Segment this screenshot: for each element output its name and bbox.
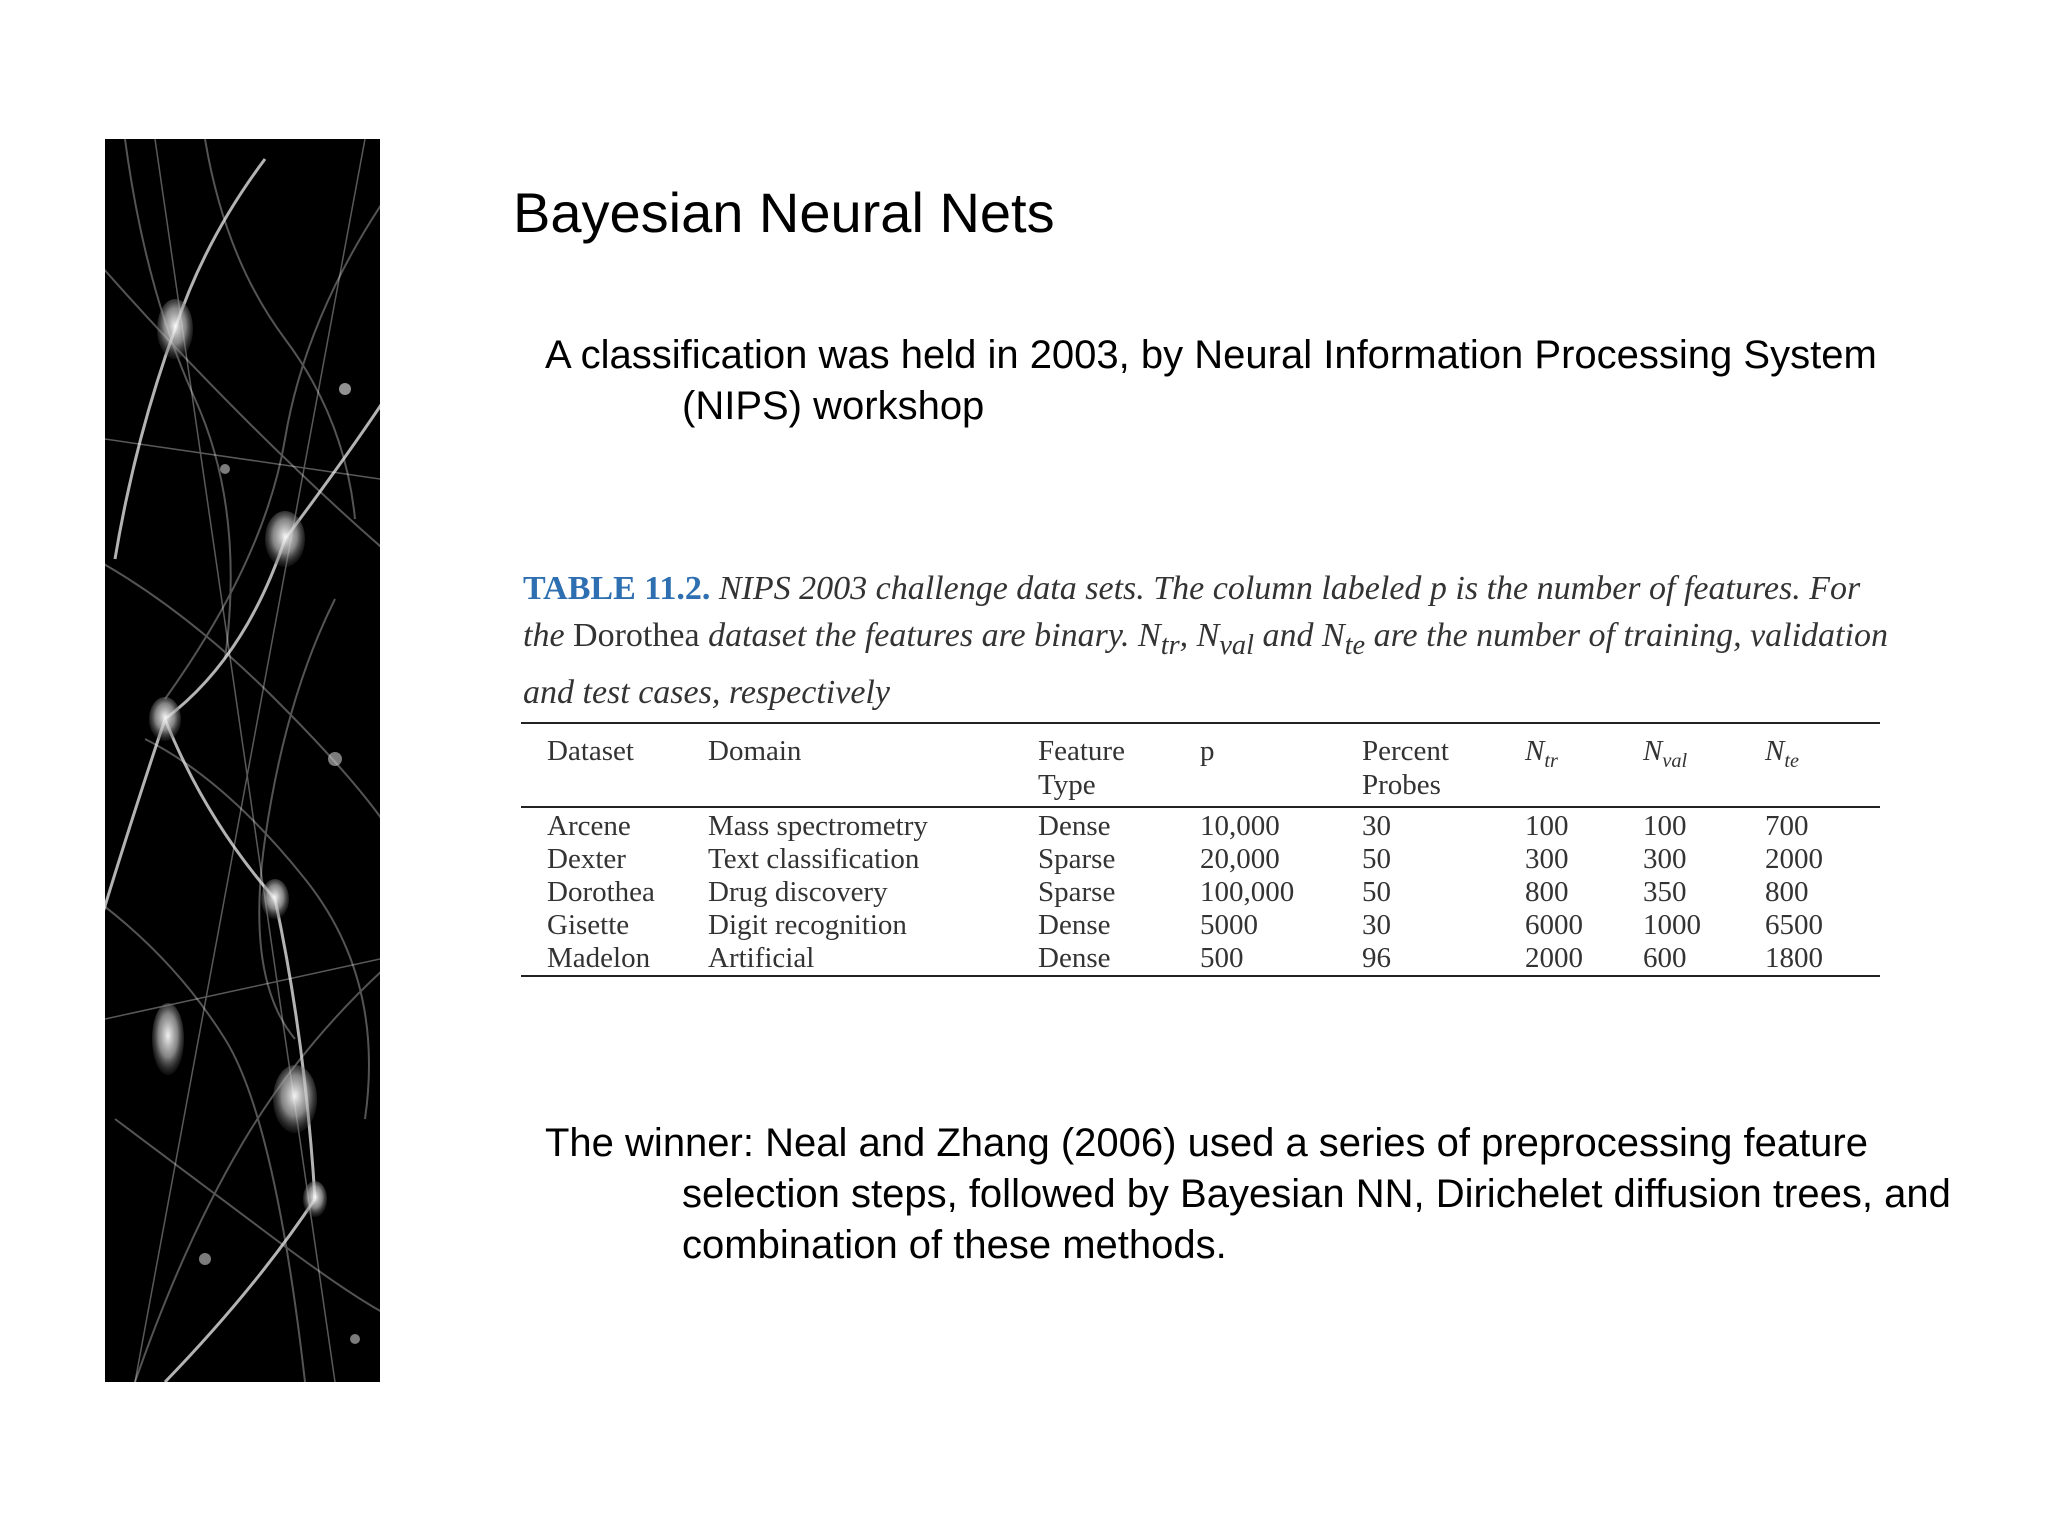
cell-percent: 50 (1362, 876, 1391, 908)
cell-percent: 30 (1362, 810, 1391, 842)
caption-text-3: dataset the features are binary. (699, 617, 1139, 654)
header-percent-probes: Percent Probes (1362, 735, 1449, 801)
caption-text-5: and (1253, 617, 1322, 654)
caption-nval: $N_{val}$ (1196, 617, 1254, 661)
cell-nval: 100 (1643, 810, 1687, 842)
cell-type: Sparse (1038, 876, 1116, 908)
cell-dataset: Dorothea (547, 876, 655, 908)
cell-ntr: 100 (1525, 810, 1569, 842)
cell-ntr: 2000 (1525, 942, 1583, 974)
cell-dataset: Gisette (547, 909, 630, 941)
cell-percent: 30 (1362, 909, 1391, 941)
cell-domain: Artificial (708, 942, 815, 974)
table-header-row (521, 723, 1880, 807)
cell-p: 500 (1200, 942, 1244, 974)
cell-ntr: 6000 (1525, 909, 1583, 941)
table-row (521, 942, 1880, 976)
cell-ntr: 300 (1525, 843, 1569, 875)
header-dataset: Dataset (547, 735, 634, 767)
header-ntr: $N_{tr}$ (1525, 735, 1558, 772)
header-nval: $N_{val}$ (1643, 735, 1688, 772)
cell-dataset: Dexter (547, 843, 626, 875)
header-nte: $N_{te}$ (1765, 735, 1799, 772)
caption-p: p (1429, 570, 1447, 607)
cell-p: 100,000 (1200, 876, 1295, 908)
winner-paragraph: The winner: Neal and Zhang (2006) used a series of preprocessing feature selection steps, followed by Bayesian NN, Dirichelet diffusion trees, and combination of these methods. (545, 1121, 1951, 1267)
slide-title: Bayesian Neural Nets (513, 181, 1055, 244)
table-label: TABLE 11.2. (523, 570, 711, 607)
cell-domain: Text classification (708, 843, 920, 875)
cell-domain: Digit recognition (708, 909, 907, 941)
nips-datasets-table (521, 722, 1880, 977)
cell-nte: 2000 (1765, 843, 1823, 875)
caption-nte: $N_{te}$ (1321, 617, 1366, 661)
caption-ntr: $N_{tr}$ (1138, 617, 1180, 661)
caption-dorothea: Dorothea (573, 617, 700, 654)
table-row (521, 843, 1880, 876)
header-domain: Domain (708, 735, 802, 767)
header-feature-type: Feature Type (1038, 735, 1125, 801)
header-p: p (1200, 735, 1215, 767)
caption-text-6: are the number of training, validation and test cases, respectively (523, 617, 1888, 711)
caption-text-4: , (1179, 617, 1197, 654)
cell-type: Dense (1038, 810, 1111, 842)
cell-p: 10,000 (1200, 810, 1280, 842)
caption-text-1: NIPS 2003 challenge data sets. The column labeled (710, 570, 1430, 607)
cell-percent: 96 (1362, 942, 1391, 974)
caption-text-2: is the number of features. For the (523, 570, 1861, 654)
cell-nte: 700 (1765, 810, 1809, 842)
cell-p: 5000 (1200, 909, 1258, 941)
neuron-illustration (105, 139, 380, 1382)
cell-type: Sparse (1038, 843, 1116, 875)
cell-nval: 600 (1643, 942, 1687, 974)
cell-nte: 1800 (1765, 942, 1823, 974)
cell-nval: 1000 (1643, 909, 1701, 941)
table-caption (523, 565, 1893, 716)
cell-dataset: Madelon (547, 942, 651, 974)
cell-type: Dense (1038, 909, 1111, 941)
intro-paragraph: A classification was held in 2003, by Neural Information Processing System (NIPS) workshop (545, 333, 1877, 428)
cell-nval: 300 (1643, 843, 1687, 875)
cell-percent: 50 (1362, 843, 1391, 875)
cell-nte: 800 (1765, 876, 1809, 908)
cell-nte: 6500 (1765, 909, 1823, 941)
cell-type: Dense (1038, 942, 1111, 974)
cell-domain: Drug discovery (708, 876, 888, 908)
neural-network-image (105, 139, 380, 1382)
table-row (521, 909, 1880, 942)
table-row (521, 876, 1880, 909)
cell-ntr: 800 (1525, 876, 1569, 908)
cell-nval: 350 (1643, 876, 1687, 908)
cell-domain: Mass spectrometry (708, 810, 928, 842)
table-row (521, 807, 1880, 843)
cell-p: 20,000 (1200, 843, 1280, 875)
cell-dataset: Arcene (547, 810, 631, 842)
